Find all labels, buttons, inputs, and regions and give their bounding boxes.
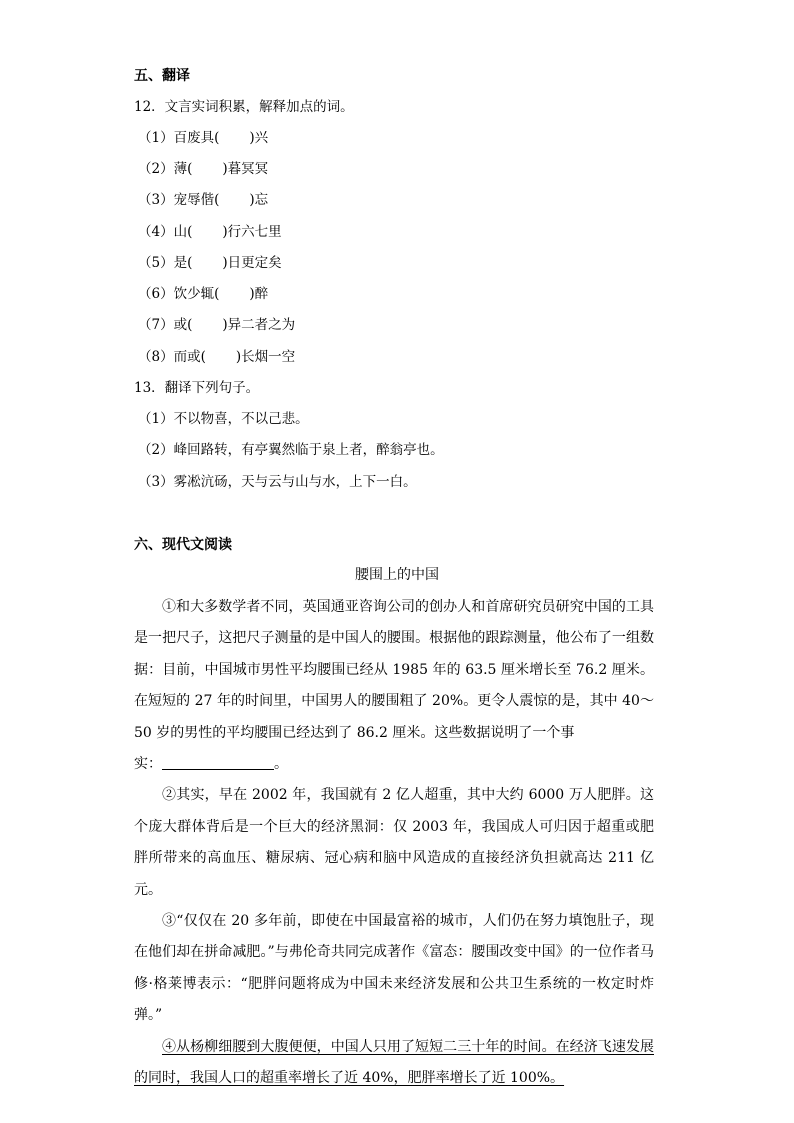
q12-item-3: （3）宠辱偕( )忘 (138, 192, 269, 208)
q12-item-5: （5）是( )日更定矣 (138, 255, 282, 271)
q12-item-7: （7）或( )异二者之为 (138, 317, 296, 333)
q13-item-2: （2）峰回路转，有亭翼然临于泉上者，醉翁亭也。 (138, 442, 444, 458)
question-13-stem: 13．翻译下列句子。 (134, 380, 260, 396)
paragraph-3: ③“仅仅在 20 多年前，即使在中国最富裕的城市，人们仍在努力填饱肚子，现在他们却在拼命减肥。”与弗伦奇共同完成著作《富态：腰围改变中国》的一位作者马修·格莱博表示：“肥胖问题将成为中国未来经济发展和公共卫生系统的一枚定时炸弹。” (134, 913, 654, 1024)
article-title: 腰围上的中国 (355, 567, 439, 583)
q13-item-3: （3）雾凇沆砀，天与云与山与水，上下一白。 (138, 474, 417, 490)
paragraph-4-underlined: ④从杨柳细腰到大腹便便，中国人只用了短短二三十年的时间。在经济飞速发展的同时，我国人口的超重率增长了近 40%，肥胖率增长了近 100%。 (134, 1038, 654, 1087)
paragraph-1-answer-line: 实： 。 (134, 749, 654, 780)
q12-item-2: （2）薄( )暮冥冥 (138, 161, 269, 177)
q13-item-1: （1）不以物喜，不以己悲。 (138, 411, 309, 427)
section-heading-modern-reading: 六、现代文阅读 (134, 537, 232, 553)
question-12-stem: 12．文言实词积累，解释加点的词。 (134, 99, 354, 115)
article-body (134, 592, 654, 1095)
q12-item-8: （8）而或( )长烟一空 (138, 349, 296, 365)
q12-item-6: （6）饮少辄( )醉 (138, 286, 269, 302)
section-heading-translation: 五、翻译 (134, 68, 190, 84)
q12-item-4: （4）山( )行六七里 (138, 224, 282, 240)
paragraph-2: ②其实，早在 2002 年，我国就有 2 亿人超重，其中大约 6000 万人肥胖。这个庞大群体背后是一个巨大的经济黑洞：仅 2003 年，我国成人可归因于超重或肥胖所带来的高血压、糖尿病、冠心病和脑中风造成的直接经济负担就高达 211 亿元。 (134, 787, 654, 898)
q12-item-1: （1）百废具( )兴 (138, 130, 269, 146)
answer-blank[interactable] (162, 753, 274, 770)
paragraph-1: ①和大多数学者不同，英国通亚咨询公司的创办人和首席研究员研究中国的工具是一把尺子，这把尺子测量的是中国人的腰围。根据他的跟踪测量，他公布了一组数据：目前，中国城市男性平均腰围已经从 1985 年的 63.5 厘米增长至 76.2 厘米。在短短的 27 年的时间里，中国男人的腰围粗了 20%。更令人震惊的是，其中 40～50 岁的男性的平均腰围已经达到了 86.2 厘米。这些数据说明了一个事 (134, 599, 654, 741)
